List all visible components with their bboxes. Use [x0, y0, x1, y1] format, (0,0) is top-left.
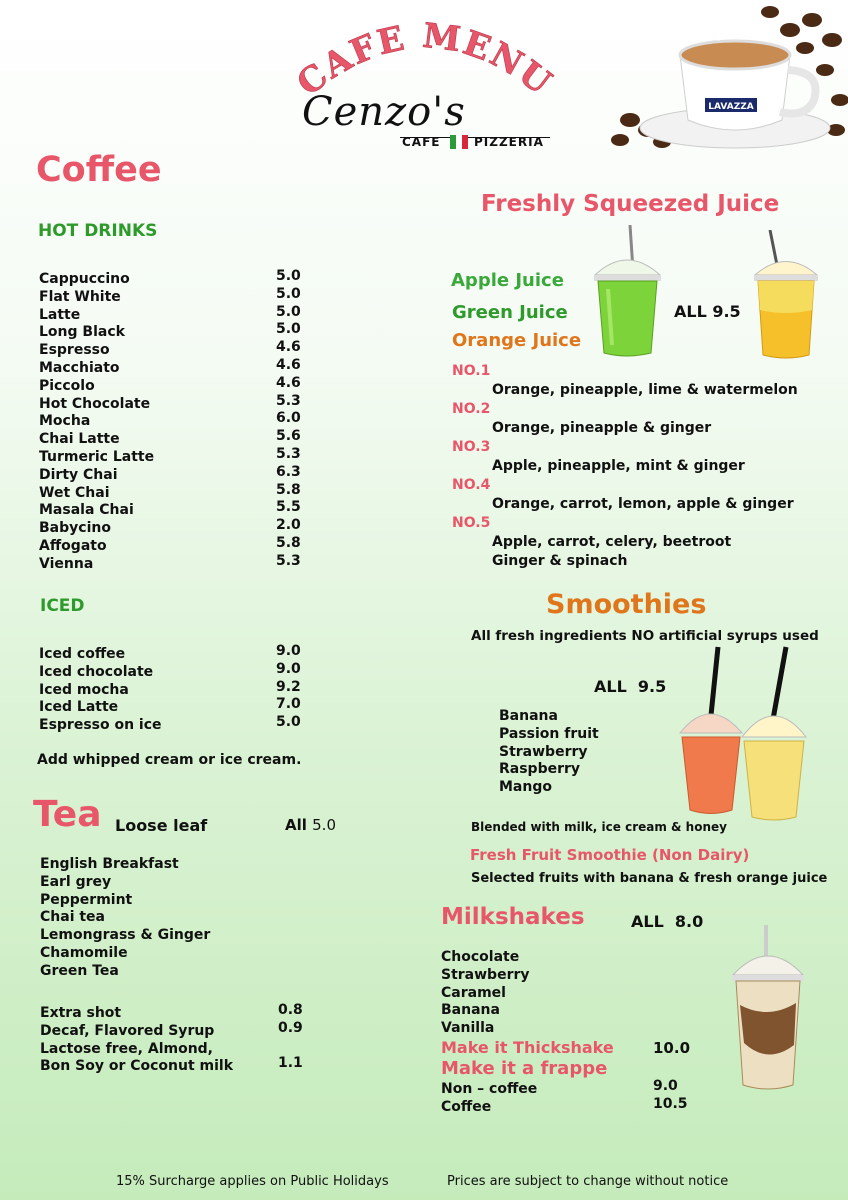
item-name: Espresso on ice — [39, 717, 162, 734]
item-price: 1.1 — [278, 1055, 303, 1072]
hot-drinks-list — [39, 268, 319, 571]
green-juice-image — [590, 225, 665, 360]
coffee-cup-image — [600, 0, 848, 150]
blend-description: Orange, carrot, lemon, apple & ginger — [492, 496, 794, 512]
menu-item — [39, 428, 319, 446]
menu-item — [39, 304, 319, 322]
tea-subheading: Loose leaf — [115, 816, 208, 835]
menu-item — [40, 1002, 320, 1020]
non-dairy-note: Selected fruits with banana & fresh orange juice — [471, 871, 828, 886]
item-price: 5.0 — [276, 303, 301, 320]
item-name: Flat White — [39, 288, 121, 305]
tea-all-label: All — [285, 816, 307, 834]
menu-item — [39, 464, 319, 482]
item-price: 6.0 — [276, 410, 301, 427]
menu-title-text: CAFE MENU — [290, 15, 560, 100]
menu-item — [441, 1078, 701, 1096]
item-name: Piccolo — [39, 377, 95, 394]
blend-number: NO.5 — [452, 515, 491, 531]
item-name: Decaf, Flavored Syrup — [40, 1022, 215, 1039]
hot-drinks-heading: HOT DRINKS — [38, 221, 158, 241]
menu-item — [39, 286, 319, 304]
thickshake-label: Make it Thickshake — [441, 1038, 614, 1057]
item-name: Lactose free, Almond, — [40, 1040, 214, 1057]
item-price: 7.0 — [276, 696, 301, 713]
item-price: 0.9 — [278, 1019, 303, 1036]
item-price: 5.3 — [276, 445, 301, 462]
menu-item — [441, 1096, 701, 1114]
extras-list — [40, 1002, 320, 1073]
item-name: Masala Chai — [39, 502, 134, 519]
list-item: Chocolate — [441, 949, 520, 965]
iced-note: Add whipped cream or ice cream. — [37, 752, 302, 768]
item-price: 10.5 — [653, 1095, 688, 1112]
blend-description-cont: Ginger & spinach — [492, 553, 628, 569]
coffee-heading: Coffee — [36, 150, 162, 190]
item-name: Latte — [39, 306, 81, 323]
item-name: Babycino — [39, 520, 111, 537]
item-price: 5.5 — [276, 499, 301, 516]
item-name: Iced mocha — [39, 681, 129, 698]
smoothies-list — [499, 708, 599, 797]
blend-number: NO.4 — [452, 477, 491, 493]
list-item: Banana — [441, 1002, 500, 1019]
list-item: Vanilla — [441, 1020, 495, 1037]
item-name: Iced chocolate — [39, 663, 154, 680]
item-price: 4.6 — [276, 356, 301, 373]
list-item: Mango — [499, 779, 552, 796]
item-name: Hot Chocolate — [39, 395, 151, 412]
item-name: Cappuccino — [39, 271, 130, 287]
item-name: Long Black — [39, 324, 125, 341]
item-name: Non – coffee — [441, 1081, 538, 1097]
blend-description: Orange, pineapple, lime & watermelon — [492, 382, 798, 398]
milkshake-image — [728, 925, 808, 1095]
menu-item — [39, 643, 319, 661]
item-price: 9.0 — [653, 1078, 678, 1094]
cup-label: LAVAZZA — [708, 102, 754, 112]
item-name: Affogato — [39, 537, 107, 554]
footer-disclaimer: Prices are subject to change without notice — [447, 1174, 729, 1189]
menu-item — [40, 1038, 320, 1056]
iced-heading: ICED — [40, 596, 85, 616]
tea-all-price — [285, 816, 336, 834]
menu-item — [39, 410, 319, 428]
item-price: 9.0 — [276, 643, 301, 659]
smoothie-image — [676, 645, 816, 825]
frappe-label: Make it a frappe — [441, 1058, 608, 1079]
menu-item — [39, 446, 319, 464]
item-name: Iced Latte — [39, 699, 119, 716]
item-price: 4.6 — [276, 374, 301, 391]
item-price: 5.0 — [276, 714, 301, 731]
menu-item — [39, 553, 319, 571]
menu-item — [39, 714, 319, 732]
brand-logo — [300, 89, 560, 157]
item-price: 5.0 — [276, 285, 301, 302]
frappe-list — [441, 1078, 701, 1114]
menu-item — [39, 499, 319, 517]
item-price: 5.0 — [276, 268, 301, 284]
list-item: Lemongrass & Ginger — [40, 927, 211, 944]
list-item: Strawberry — [441, 966, 530, 983]
item-price: 5.8 — [276, 481, 301, 498]
item-price: 4.6 — [276, 339, 301, 356]
item-name: Vienna — [39, 555, 94, 572]
list-item: Passion fruit — [499, 725, 599, 742]
menu-item — [39, 679, 319, 697]
item-name: Espresso — [39, 342, 110, 359]
blend-number: NO.1 — [452, 363, 491, 379]
list-item: Raspberry — [499, 761, 581, 778]
footer-surcharge: 15% Surcharge applies on Public Holidays — [116, 1174, 389, 1189]
brand-sub-pizzeria: PIZZERIA — [474, 135, 544, 149]
list-item: Chai tea — [40, 909, 105, 926]
menu-item — [39, 393, 319, 411]
menu-item — [39, 696, 319, 714]
tea-all-value: 5.0 — [312, 816, 336, 834]
item-price: 0.8 — [278, 1002, 303, 1018]
svg-text:CAFE MENU — [290, 16, 560, 100]
milkshakes-heading: Milkshakes — [441, 904, 585, 930]
blend-description: Orange, pineapple & ginger — [492, 420, 712, 436]
green-juice-label: Green Juice — [452, 302, 568, 323]
list-item: Banana — [499, 708, 558, 724]
orange-juice-image — [750, 230, 822, 365]
iced-list — [39, 643, 319, 732]
item-name: Extra shot — [40, 1005, 122, 1021]
blend-number: NO.2 — [452, 401, 491, 417]
list-item: Green Tea — [40, 962, 119, 979]
item-name: Chai Latte — [39, 431, 120, 448]
item-name: Mocha — [39, 413, 91, 430]
orange-juice-label: Orange Juice — [452, 330, 582, 351]
item-price: 9.0 — [276, 660, 301, 677]
list-item: Earl grey — [40, 873, 112, 890]
milkshakes-list — [441, 949, 530, 1038]
list-item: Chamomile — [40, 944, 128, 961]
list-item: Strawberry — [499, 743, 588, 760]
item-name: Turmeric Latte — [39, 448, 155, 465]
brand-name: Cenzo's — [302, 89, 466, 135]
item-price: 5.3 — [276, 392, 301, 409]
smoothies-heading: Smoothies — [546, 589, 707, 620]
menu-item — [39, 517, 319, 535]
tea-heading: Tea — [33, 794, 102, 835]
item-price: 5.8 — [276, 534, 301, 551]
menu-item — [39, 535, 319, 553]
list-item: Peppermint — [40, 891, 133, 908]
menu-item — [39, 482, 319, 500]
item-price: 5.3 — [276, 552, 301, 569]
item-price: 5.6 — [276, 428, 301, 445]
menu-item — [40, 1020, 320, 1038]
item-price: 6.3 — [276, 463, 301, 480]
list-item: Caramel — [441, 984, 506, 1001]
juice-blends — [452, 362, 842, 571]
item-price: 2.0 — [276, 517, 301, 534]
item-name: Bon Soy or Coconut milk — [40, 1058, 234, 1075]
apple-juice-label: Apple Juice — [451, 270, 564, 291]
item-name: Coffee — [441, 1098, 492, 1115]
item-name: Iced coffee — [39, 646, 126, 662]
smoothies-subtitle: All fresh ingredients NO artificial syrups used — [471, 628, 819, 644]
menu-item — [39, 357, 319, 375]
item-name: Macchiato — [39, 359, 120, 376]
menu-item — [39, 661, 319, 679]
tea-list — [40, 856, 210, 981]
list-item: English Breakfast — [40, 856, 179, 872]
menu-item — [39, 268, 319, 286]
menu-item — [39, 375, 319, 393]
italy-flag-icon — [450, 135, 468, 149]
brand-sub-cafe: CAFE — [402, 135, 441, 149]
item-name: Wet Chai — [39, 484, 110, 501]
item-price: 5.0 — [276, 321, 301, 338]
item-price: 9.2 — [276, 678, 301, 695]
non-dairy-heading: Fresh Fruit Smoothie (Non Dairy) — [470, 846, 750, 864]
blend-number: NO.3 — [452, 439, 491, 455]
blended-note: Blended with milk, ice cream & honey — [471, 820, 727, 834]
menu-item — [39, 339, 319, 357]
juice-all-price: ALL 9.5 — [674, 302, 741, 321]
item-name: Dirty Chai — [39, 466, 118, 483]
menu-item — [40, 1055, 320, 1073]
milkshakes-all-price: ALL 8.0 — [631, 912, 704, 931]
menu-item — [39, 321, 319, 339]
blend-description: Apple, carrot, celery, beetroot — [492, 534, 732, 550]
thickshake-price: 10.0 — [653, 1039, 691, 1057]
menu-title — [290, 10, 560, 100]
juice-heading: Freshly Squeezed Juice — [481, 191, 780, 217]
smoothies-all-price: ALL 9.5 — [594, 677, 667, 696]
blend-description: Apple, pineapple, mint & ginger — [492, 458, 745, 474]
